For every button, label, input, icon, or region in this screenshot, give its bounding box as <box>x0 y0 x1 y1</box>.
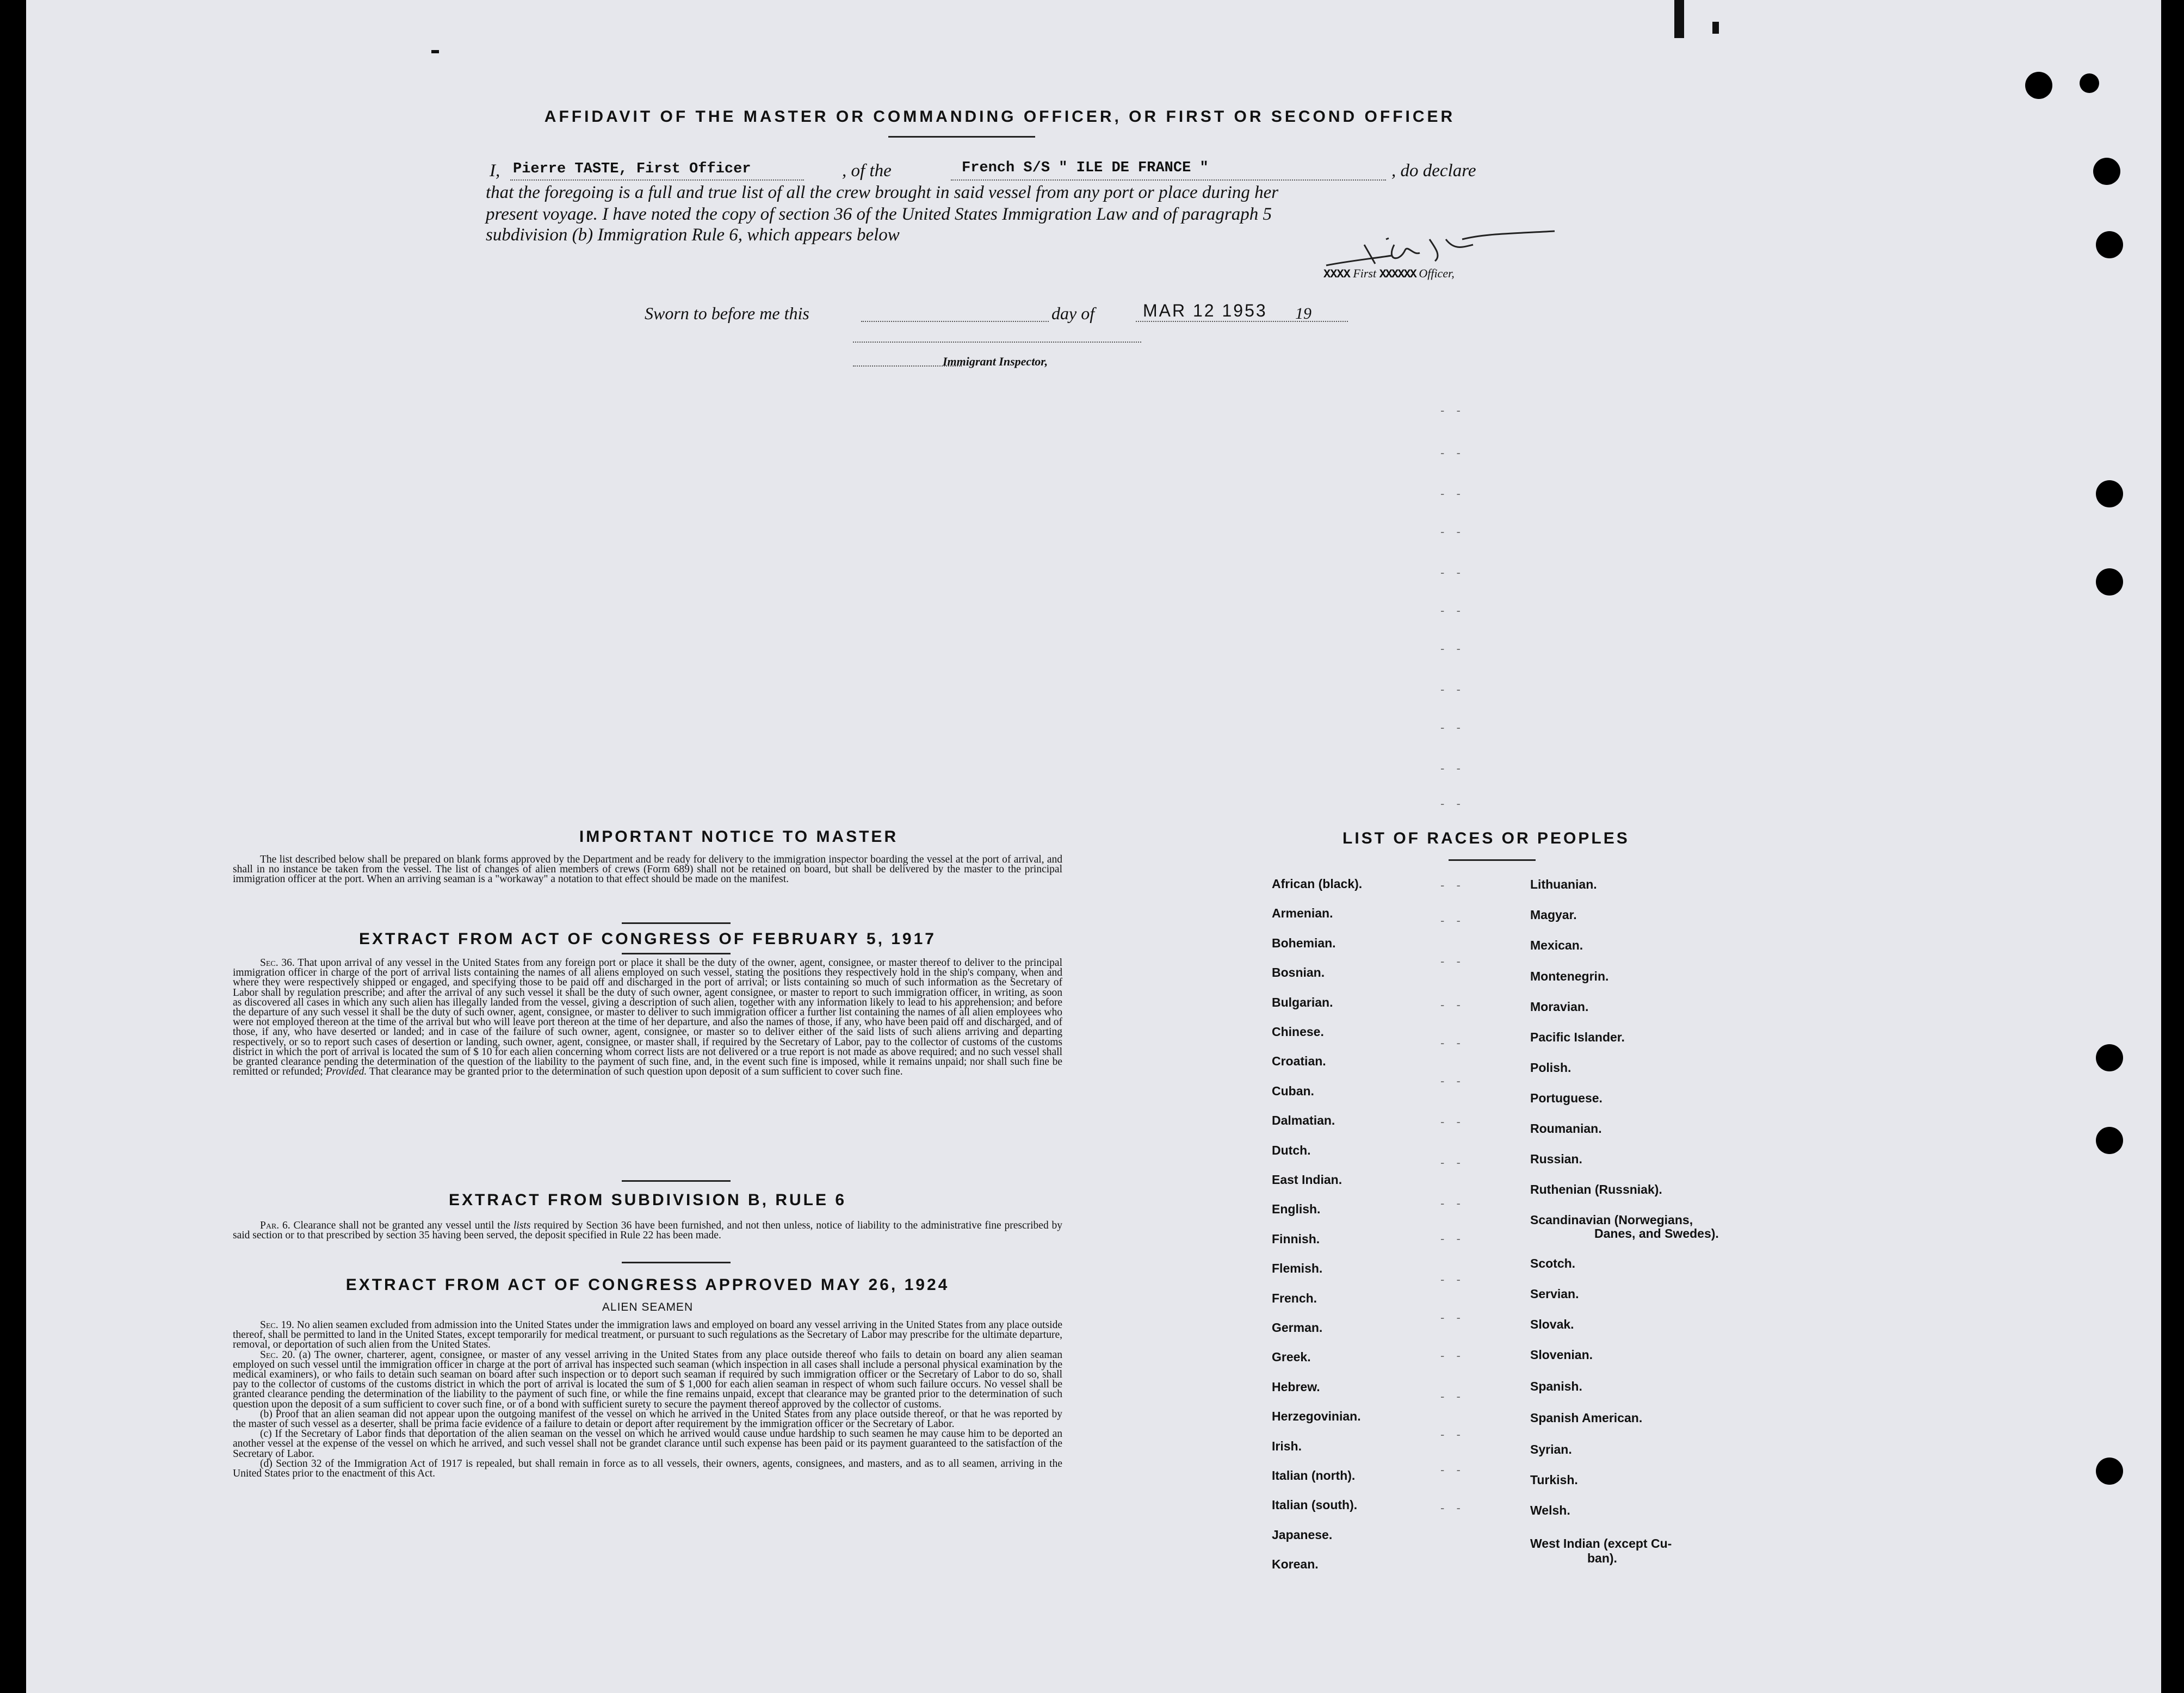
faint-mark: - - <box>1440 642 1465 655</box>
faint-mark: - - <box>1440 998 1465 1012</box>
race-item: Portuguese. <box>1530 1091 1603 1105</box>
race-item: Herzegovinian. <box>1272 1409 1361 1423</box>
heading-rule <box>888 136 1035 138</box>
faint-mark: - - <box>1440 761 1465 775</box>
race-item: Spanish. <box>1530 1379 1582 1393</box>
race-item: Cuban. <box>1272 1084 1314 1098</box>
sec-20-d-paragraph: (d) Section 32 of the Immigration Act of 1917 is repealed, but shall remain in force as to all vessels, their owners, agents, consignees, and masters, and as to all seamen, arriving in the United States prior to the enactment of this Act. <box>233 1458 1062 1480</box>
race-item: Ruthenian (Russniak). <box>1530 1182 1662 1196</box>
par-6-label: Par. 6. <box>260 1220 290 1231</box>
race-item: Spanish American. <box>1530 1411 1643 1425</box>
race-item: Scotch. <box>1530 1256 1576 1270</box>
race-item: Russian. <box>1530 1152 1582 1166</box>
punch-hole <box>2096 1458 2123 1485</box>
faint-mark: - - <box>1440 1501 1465 1515</box>
race-item: West Indian (except Cu- <box>1530 1536 1672 1551</box>
subdivision-rule-top <box>622 1180 731 1182</box>
faint-mark: - - <box>1440 404 1465 417</box>
sec-36-body: That upon arrival of any vessel in the United States from any foreign port or place it shall be the duty of the owner, agent, consignee, or master thereof to deliver to the principal immigration officer in charge of the port of arrival lists containing the names of all aliens employed on such vessel, stating the positions they respectively hold in the ship's company, when and where they were respectively shipped or engaged, and specifying those to be paid off and discharged in the port of arrival; or lists containing so much of such information as the Secretary of Labor shall by regulation prescribe; and after the arrival of any such vessel it shall be the duty of such owner, agent consignee, or master to report to such immigration officer, in writing, as soon as discovered all cases in which any such alien has illegally landed from the vessel, giving a description of such alien, together with any information likely to lead to his apprehension; and before the departure of any such vessel it shall be the duty of such owner, agent, consignee, or master to deliver to such immigration officer a further list containing the names of all alien employees who were not employed thereon at the time of the arrival but who will leave port thereon at the time of her departure, and also the names of those, if any, who have been paid off and discharged, and of those, if any, who have deserted or landed; and in case of the failure of such owner, agent, consignee, or master so to deliver either of the said lists of such aliens arriving and departing respectively, or so to report such cases of desertion or landing, such owner, agent, consignee, or master shall, if required by the Secretary of Labor, pay to the collector of customs of the customs district in which the port of arrival is located the sum of $ 10 for each alien concerning whom correct lists are not delivered or a true report is not made as above required; and no such vessel shall be granted clearance pending the determination of the question of the liability to the payment of such fine, and, in the event such fine is imposed, while it remains unpaid; nor shall such fine be remitted or refunded; <box>233 957 1062 1078</box>
sec-36-label: Sec. 36. <box>260 957 295 969</box>
race-item: Bohemian. <box>1272 936 1336 950</box>
sec-36-end: That clearance may be granted prior to the determination of such question upon deposit of a sum sufficient to cover such fine. <box>369 1066 903 1078</box>
faint-mark: - - <box>1440 954 1465 968</box>
sec-19-body: No alien seamen excluded from admission into the United States under the immigration laws and employed on board any vessel arriving in the United States from any place outside thereof, shall be permitted to land in the United States, except temporarily for medical treatment, or pursuant to such regulations as the Secretary of Labor may prescribe for the ultimate departure, removal, or deportation of such alien from the United States. <box>233 1319 1062 1351</box>
par-6-body-a: Clearance shall not be granted any vessel until the <box>293 1220 511 1231</box>
stray-mark <box>1674 0 1684 38</box>
race-item: Flemish. <box>1272 1261 1323 1275</box>
race-item: Slovenian. <box>1530 1348 1593 1362</box>
race-item: French. <box>1272 1291 1317 1305</box>
race-item: Armenian. <box>1272 906 1333 920</box>
of-the-label: , of the <box>842 161 892 181</box>
race-item: Moravian. <box>1530 1000 1589 1014</box>
faint-mark: - - <box>1440 1390 1465 1403</box>
vessel-name: French S/S " ILE DE FRANCE " <box>962 160 1209 176</box>
officer-name: Pierre TASTE, First Officer <box>513 161 751 177</box>
declaration-line-3: present voyage. I have noted the copy of section 36 of the United States Immigration Law and of paragraph 5 <box>486 204 1272 224</box>
sec-20-body: (a) The owner, charterer, agent, consignee, or master of any vessel arriving in the United States from any place outside thereof who fails to detain on board any alien seaman employed on such vessel until the immigration officer in charge at the port of arrival has inspected such seaman (which inspection in all cases shall include a personal physical examination by the medical examiners), or who fails to detain such seaman on board after such inspection or to deport such seaman if required by such immigration officer or the Secretary of Labor to do so, shall pay to the collector of customs of the customs district in which the port of arrival is located the sum of $ 1,000 for each alien seaman in respect of whom such failure occurs. No vessel shall be granted clearance pending the determination of the liability to the payment of such fine, or while the fine remains unpaid, except that clearance may be granted prior to the determination of such question upon the deposit of a sum sufficient to cover such fine, or of a bond with sufficient surety to secure the payment thereof approved by the collector of customs. <box>233 1349 1062 1410</box>
faint-mark: - - <box>1440 914 1465 927</box>
race-item: Bulgarian. <box>1272 995 1333 1009</box>
faint-mark: - - <box>1440 1311 1465 1324</box>
affidavit-heading: AFFIDAVIT OF THE MASTER OR COMMANDING OFFICER, OR FIRST OR SECOND OFFICER <box>544 108 1456 126</box>
signature-caption <box>1323 266 1455 281</box>
race-item: East Indian. <box>1272 1173 1342 1187</box>
faint-mark: - - <box>1440 1196 1465 1210</box>
faint-mark: - - <box>1440 1349 1465 1362</box>
race-item: Slovak. <box>1530 1317 1574 1331</box>
race-item: Italian (south). <box>1272 1498 1358 1512</box>
faint-mark: - - <box>1440 878 1465 892</box>
extract-1917-rule-top <box>622 922 731 924</box>
faint-mark: - - <box>1440 1156 1465 1169</box>
name-underline <box>510 179 804 181</box>
punch-hole <box>2093 158 2120 185</box>
faint-mark: - - <box>1440 1428 1465 1441</box>
race-continuation-west-indian: ban). <box>1587 1551 1617 1565</box>
race-item: Syrian. <box>1530 1442 1572 1456</box>
extract-1917-rule <box>622 953 731 954</box>
race-item: Welsh. <box>1530 1503 1570 1517</box>
faint-mark: - - <box>1440 487 1465 500</box>
sec-19-paragraph <box>233 1320 1062 1350</box>
race-item: Polish. <box>1530 1061 1572 1075</box>
extract-1924-rule-top <box>622 1262 731 1263</box>
race-item: German. <box>1272 1320 1323 1335</box>
race-item: Dalmatian. <box>1272 1113 1335 1127</box>
par-6-body-b: required by Section 36 have been furnished, and not then unless, notice of liability to the administrative fine prescribed by said section or to that prescribed by section 35 having been served, the deposit specified in Rule 22 has been made. <box>233 1220 1063 1242</box>
subdivision-paragraph <box>233 1221 1062 1241</box>
subdivision-heading: EXTRACT FROM SUBDIVISION B, RULE 6 <box>448 1191 847 1209</box>
race-item: Servian. <box>1530 1287 1579 1301</box>
race-item: Irish. <box>1272 1439 1302 1453</box>
race-item: Chinese. <box>1272 1025 1324 1039</box>
vessel-underline <box>951 179 1386 181</box>
extract-1924-text <box>233 1320 1062 1479</box>
punch-hole <box>2025 72 2052 99</box>
notice-paragraph: The list described below shall be prepared on blank forms approved by the Department and be ready for delivery to the immigration inspector boarding the vessel at the port of arrival, and shall in no instance be taken from the vessel. The list of changes of alien members of crews (Form 689) shall not be retained on board, but shall be delivered by the master to the principal immigration officer at the port. When an arriving seaman is a "workaway" a notation to that effect should be made on the manifest. <box>233 854 1062 885</box>
race-item: Korean. <box>1272 1557 1319 1571</box>
faint-mark: - - <box>1440 446 1465 460</box>
punch-hole <box>2080 73 2099 93</box>
i-label: I, <box>490 161 500 181</box>
extract-1917-text <box>233 958 1062 1077</box>
declaration-line-2: that the foregoing is a full and true list of all the crew brought in said vessel from any port or place during her <box>486 183 1279 202</box>
race-item: Turkish. <box>1530 1473 1578 1487</box>
extract-1924-heading: EXTRACT FROM ACT OF CONGRESS APPROVED MAY 26, 1924 <box>345 1276 950 1294</box>
races-heading: LIST OF RACES OR PEOPLES <box>1342 829 1630 847</box>
subdivision-text <box>233 1221 1062 1241</box>
punch-hole <box>2096 231 2123 258</box>
race-item: Dutch. <box>1272 1143 1311 1157</box>
races-rule <box>1449 859 1536 861</box>
sworn-label: Sworn to before me this <box>645 303 809 323</box>
do-declare-label: , do declare <box>1391 161 1476 181</box>
race-item: Bosnian. <box>1272 965 1325 979</box>
sworn-day-line <box>861 321 1049 322</box>
race-item: Italian (north). <box>1272 1468 1356 1483</box>
faint-mark: - - <box>1440 1273 1465 1286</box>
stray-mark <box>1712 22 1719 34</box>
lists-word: lists <box>513 1220 531 1231</box>
faint-mark: - - <box>1440 1463 1465 1477</box>
race-item: Mexican. <box>1530 938 1583 952</box>
faint-mark: - - <box>1440 1232 1465 1245</box>
notice-text <box>233 855 1062 885</box>
faint-mark: - - <box>1440 604 1465 617</box>
declaration-line-4: subdivision (b) Immigration Rule 6, which appears below <box>486 225 900 245</box>
stray-mark <box>431 50 439 53</box>
race-item: Finnish. <box>1272 1232 1320 1246</box>
race-item: Roumanian. <box>1530 1121 1602 1136</box>
provided-label: Provided. <box>325 1066 367 1078</box>
faint-mark: - - <box>1440 1036 1465 1050</box>
faint-mark: - - <box>1440 566 1465 579</box>
punch-hole <box>2096 480 2123 507</box>
race-item: English. <box>1272 1202 1321 1216</box>
faint-mark: - - <box>1440 1074 1465 1088</box>
race-item: African (black). <box>1272 877 1363 891</box>
faint-mark: - - <box>1440 797 1465 810</box>
race-item: Pacific Islander. <box>1530 1030 1625 1044</box>
punch-hole <box>2096 1044 2123 1071</box>
race-item: Lithuanian. <box>1530 877 1597 891</box>
race-item: Montenegrin. <box>1530 969 1609 983</box>
date-stamp: MAR 12 1953 <box>1143 301 1267 320</box>
sig-officer: Officer, <box>1419 266 1455 280</box>
declaration-line-1 <box>490 161 500 181</box>
sec-20-paragraph <box>233 1350 1062 1410</box>
sec-20-label: Sec. 20. <box>260 1349 295 1361</box>
punch-hole <box>2096 1127 2123 1154</box>
sec-20-b-paragraph: (b) Proof that an alien seaman did not appear upon the outgoing manifest of the vessel on which he arrived in the United States from any place outside thereof, or that he was reported by the master of such vessel as a deserter, shall be prima facie evidence of a failure to detain or deport after requirement by the immigration officer or the Secretary of Labor. <box>233 1408 1062 1430</box>
notice-heading: IMPORTANT NOTICE TO MASTER <box>579 828 899 846</box>
sec-20-c-paragraph: (c) If the Secretary of Labor finds that deportation of the alien seaman on the vessel on which he arrived would cause undue hardship to such seamen he may cause him to be deported an another vessel at the expense of the vessel on which he arrived, and such vessel shall not be grandet clarance until such expense has been paid or its payment guaranteed to the satisfaction of the Secretary of Labor. <box>233 1428 1062 1460</box>
faint-mark: - - <box>1440 721 1465 734</box>
faint-mark: - - <box>1440 1115 1465 1128</box>
year-prefix: 19 <box>1295 305 1311 323</box>
inspector-signature-line <box>853 342 1141 343</box>
sig-struck: XXXXXX <box>1379 268 1416 281</box>
faint-mark: - - <box>1440 683 1465 696</box>
sig-prefix: XXXX <box>1323 268 1350 281</box>
faint-mark: - - <box>1440 525 1465 538</box>
race-item: Greek. <box>1272 1350 1311 1364</box>
day-of-label: day of <box>1051 303 1095 323</box>
race-item: Scandinavian (Norwegians, <box>1530 1213 1693 1227</box>
race-item: Japanese. <box>1272 1528 1333 1542</box>
race-item: Croatian. <box>1272 1054 1326 1068</box>
alien-seamen-subheading: ALIEN SEAMEN <box>602 1301 694 1313</box>
sec-19-label: Sec. 19. <box>260 1319 294 1331</box>
extract-1917-paragraph <box>233 958 1062 1077</box>
race-item: Hebrew. <box>1272 1380 1320 1394</box>
punch-hole <box>2096 568 2123 596</box>
race-item: Magyar. <box>1530 908 1577 922</box>
year-line <box>1136 321 1348 322</box>
document-page <box>26 0 2161 1693</box>
race-continuation-scandinavian: Danes, and Swedes). <box>1594 1226 1719 1241</box>
sig-first: First <box>1353 266 1377 280</box>
inspector-label: Immigrant Inspector, <box>943 355 1048 368</box>
extract-1917-heading: EXTRACT FROM ACT OF CONGRESS OF FEBRUARY 5, 1917 <box>359 930 936 948</box>
